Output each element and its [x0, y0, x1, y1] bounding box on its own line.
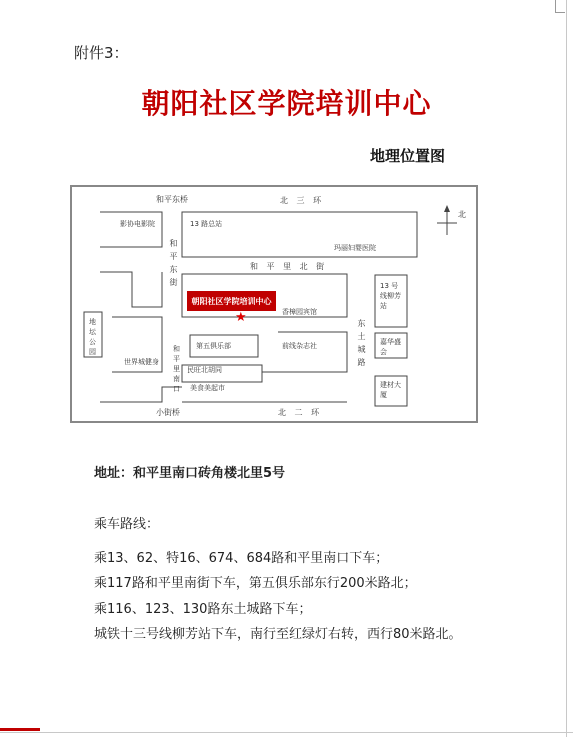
map-label-gym: 世界城健身: [124, 358, 159, 366]
map-label-metro13: 13 号线柳芳站: [380, 282, 401, 310]
map-label-jinghua: 嘉华盛会: [380, 338, 401, 356]
route-line-3: 乘116、123、130路东土城路下车；: [94, 602, 312, 617]
document-subtitle: 地理位置图: [370, 147, 446, 165]
page-corner-mark-horizontal: [555, 12, 565, 13]
map-label-heping-east-street: 和平东街: [169, 239, 178, 287]
map-label-heping-east-bridge: 和平东桥: [156, 195, 188, 204]
map-label-north-third-ring: 北 三 环: [280, 196, 325, 205]
route-line-1: 乘13、62、特16、674、684路和平里南口下车；: [94, 551, 389, 566]
map-label-ditan-park: 地坛公园: [89, 318, 96, 356]
page-corner-marker: [0, 728, 40, 731]
north-icon: 北: [458, 210, 466, 219]
route-line-2: 乘117路和平里南街下车，第五俱乐部东行200米路北；: [94, 576, 417, 591]
map-label-hepingli-north-street: 和 平 里 北 街: [250, 262, 328, 271]
map-label-qianxian-press: 前线杂志社: [282, 342, 317, 350]
page-edge-bottom: [0, 732, 573, 733]
map-label-xiangzhang-hotel: 香樟园宾馆: [282, 308, 317, 316]
route-line-4: 城铁十三号线柳芳站下车，南行至红绿灯右转，西行80米路北。: [94, 627, 462, 642]
location-star-icon: ★: [235, 310, 247, 325]
location-map: [70, 185, 478, 423]
page-corner-mark: [555, 0, 556, 12]
map-label-maternity-hospital: 玛丽妇婴医院: [334, 244, 376, 252]
map-label-north-second-ring: 北 二 环: [278, 408, 323, 417]
block-cinema: [100, 212, 162, 247]
block-press: [262, 332, 347, 372]
attachment-label: 附件3：: [74, 44, 129, 62]
map-label-meishimeiqi: 美食美起市: [190, 384, 225, 392]
map-label-xiaojie-bridge: 小街桥: [156, 408, 180, 417]
block-left-middle: [100, 272, 162, 307]
map-label-club5: 第五俱乐部: [196, 342, 231, 350]
map-label-dongtucheng-road: 东土城路: [357, 319, 366, 367]
routes-heading: 乘车路线：: [94, 517, 160, 532]
block-bus-station: [182, 212, 417, 257]
document-title: 朝阳社区学院培训中心: [141, 87, 432, 120]
map-label-cinema: 影协电影院: [120, 220, 155, 228]
map-label-building-materials: 建材大厦: [380, 381, 401, 399]
training-center-badge: 朝阳社区学院培训中心: [187, 291, 276, 311]
map-label-hepingli-nankou: 和平里南口: [173, 345, 180, 393]
map-label-minwangbei-hutong: 民旺北胡同: [187, 366, 222, 374]
north-arrow-head: [444, 205, 450, 212]
street-bottom-left: [100, 387, 182, 402]
address-text: 地址：和平里南口砖角楼北里5号: [94, 466, 286, 481]
map-label-bus-station-13: 13 路总站: [190, 220, 223, 228]
